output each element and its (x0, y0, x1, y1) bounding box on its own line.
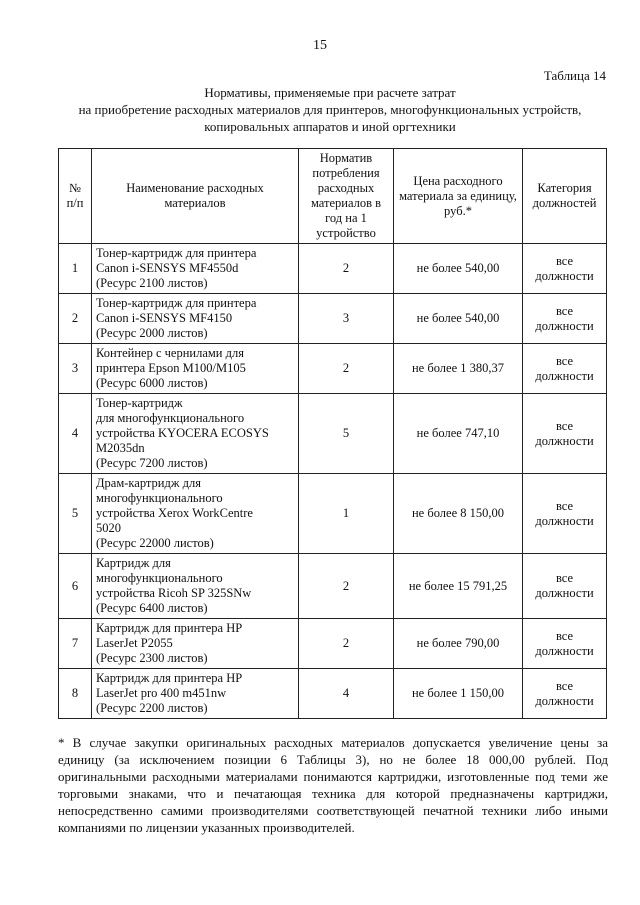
quantity: 2 (299, 554, 394, 619)
header-quantity: Норматив потребления расходных материалов в год на 1 устройство (299, 149, 394, 244)
price: не более 540,00 (394, 244, 523, 294)
material-name (92, 394, 299, 474)
table-row (59, 294, 607, 344)
quantity: 2 (299, 619, 394, 669)
material-name-line: многофункционального (96, 571, 223, 585)
footnote: * В случае закупки оригинальных расходных материалов допускается увеличение цены за единицу (за исключением позиции 6 Таблицы 3), но не более 18 000,00 рублей. Под оригинальными расходными материалами понимаются картриджи, изготовленные под теми же торговыми знаками, что и печатающая техника для которой предназначены картриджи, непосредственно самими производителями соответствующей печатной техники либо иными компаниями по лицензии указанных производителей. (58, 735, 608, 835)
material-name-line: (Ресурс 6000 листов) (96, 376, 208, 390)
page-number: 15 (313, 38, 327, 53)
table-title (40, 84, 620, 135)
position-category: все должности (523, 474, 607, 554)
material-name-line: (Ресурс 2000 листов) (96, 326, 208, 340)
row-number: 3 (59, 344, 92, 394)
material-name-line: Картридж для принтера HP (96, 621, 243, 635)
material-name-line: Картридж для принтера HP (96, 671, 243, 685)
material-name-line: Тонер-картридж для принтера (96, 296, 257, 310)
material-name-line: LaserJet P2055 (96, 636, 173, 650)
consumables-table (58, 148, 607, 719)
header-price: Цена расходного материала за единицу, руб.* (394, 149, 523, 244)
material-name-line: устройства Xerox WorkCentre (96, 506, 253, 520)
material-name-line: 5020 (96, 521, 121, 535)
price: не более 790,00 (394, 619, 523, 669)
price: не более 747,10 (394, 394, 523, 474)
row-number: 7 (59, 619, 92, 669)
title-line: копировальных аппаратов и иной оргтехники (204, 119, 456, 134)
material-name (92, 244, 299, 294)
quantity: 4 (299, 669, 394, 719)
position-category: все должности (523, 669, 607, 719)
material-name-line: (Ресурс 2200 листов) (96, 701, 208, 715)
material-name (92, 669, 299, 719)
table-row (59, 619, 607, 669)
price: не более 540,00 (394, 294, 523, 344)
position-category: все должности (523, 344, 607, 394)
quantity: 2 (299, 344, 394, 394)
position-category: все должности (523, 554, 607, 619)
material-name-line: Тонер-картридж для принтера (96, 246, 257, 260)
row-number: 8 (59, 669, 92, 719)
quantity: 3 (299, 294, 394, 344)
material-name-line: Canon i-SENSYS MF4550d (96, 261, 239, 275)
material-name-line: LaserJet pro 400 m451nw (96, 686, 227, 700)
header-name: Наименование расходных материалов (92, 149, 299, 244)
position-category: все должности (523, 244, 607, 294)
table-row (59, 244, 607, 294)
table-row (59, 669, 607, 719)
material-name-line: устройства KYOCERA ECOSYS (96, 426, 269, 440)
material-name-line: (Ресурс 6400 листов) (96, 601, 208, 615)
row-number: 1 (59, 244, 92, 294)
position-category: все должности (523, 619, 607, 669)
material-name-line: Тонер-картридж (96, 396, 183, 410)
material-name-line: Картридж для (96, 556, 171, 570)
table-row (59, 394, 607, 474)
material-name-line: (Ресурс 2100 листов) (96, 276, 208, 290)
material-name-line: Драм-картридж для (96, 476, 201, 490)
material-name-line: (Ресурс 22000 листов) (96, 536, 214, 550)
price: не более 15 791,25 (394, 554, 523, 619)
row-number: 4 (59, 394, 92, 474)
material-name-line: Контейнер с чернилами для (96, 346, 244, 360)
price: не более 1 150,00 (394, 669, 523, 719)
title-line: на приобретение расходных материалов для принтеров, многофункциональных устройств, (78, 102, 582, 117)
material-name-line: (Ресурс 7200 листов) (96, 456, 208, 470)
price: не более 8 150,00 (394, 474, 523, 554)
table-row (59, 344, 607, 394)
material-name (92, 344, 299, 394)
row-number: 5 (59, 474, 92, 554)
header-category: Категория должностей (523, 149, 607, 244)
material-name-line: (Ресурс 2300 листов) (96, 651, 208, 665)
quantity: 2 (299, 244, 394, 294)
row-number: 2 (59, 294, 92, 344)
material-name-line: принтера Epson M100/M105 (96, 361, 246, 375)
title-line: Нормативы, применяемые при расчете затрат (204, 85, 456, 100)
quantity: 1 (299, 474, 394, 554)
price: не более 1 380,37 (394, 344, 523, 394)
material-name (92, 294, 299, 344)
material-name-line: многофункционального (96, 491, 223, 505)
material-name-line: устройства Ricoh SP 325SNw (96, 586, 252, 600)
row-number: 6 (59, 554, 92, 619)
material-name (92, 554, 299, 619)
table-label: Таблица 14 (543, 68, 606, 83)
header-number: № п/п (59, 149, 92, 244)
table-row (59, 554, 607, 619)
position-category: все должности (523, 394, 607, 474)
material-name-line: M2035dn (96, 441, 145, 455)
material-name-line: Canon i-SENSYS MF4150 (96, 311, 233, 325)
quantity: 5 (299, 394, 394, 474)
material-name-line: для многофункционального (96, 411, 245, 425)
material-name (92, 474, 299, 554)
table-row (59, 474, 607, 554)
position-category: все должности (523, 294, 607, 344)
material-name (92, 619, 299, 669)
